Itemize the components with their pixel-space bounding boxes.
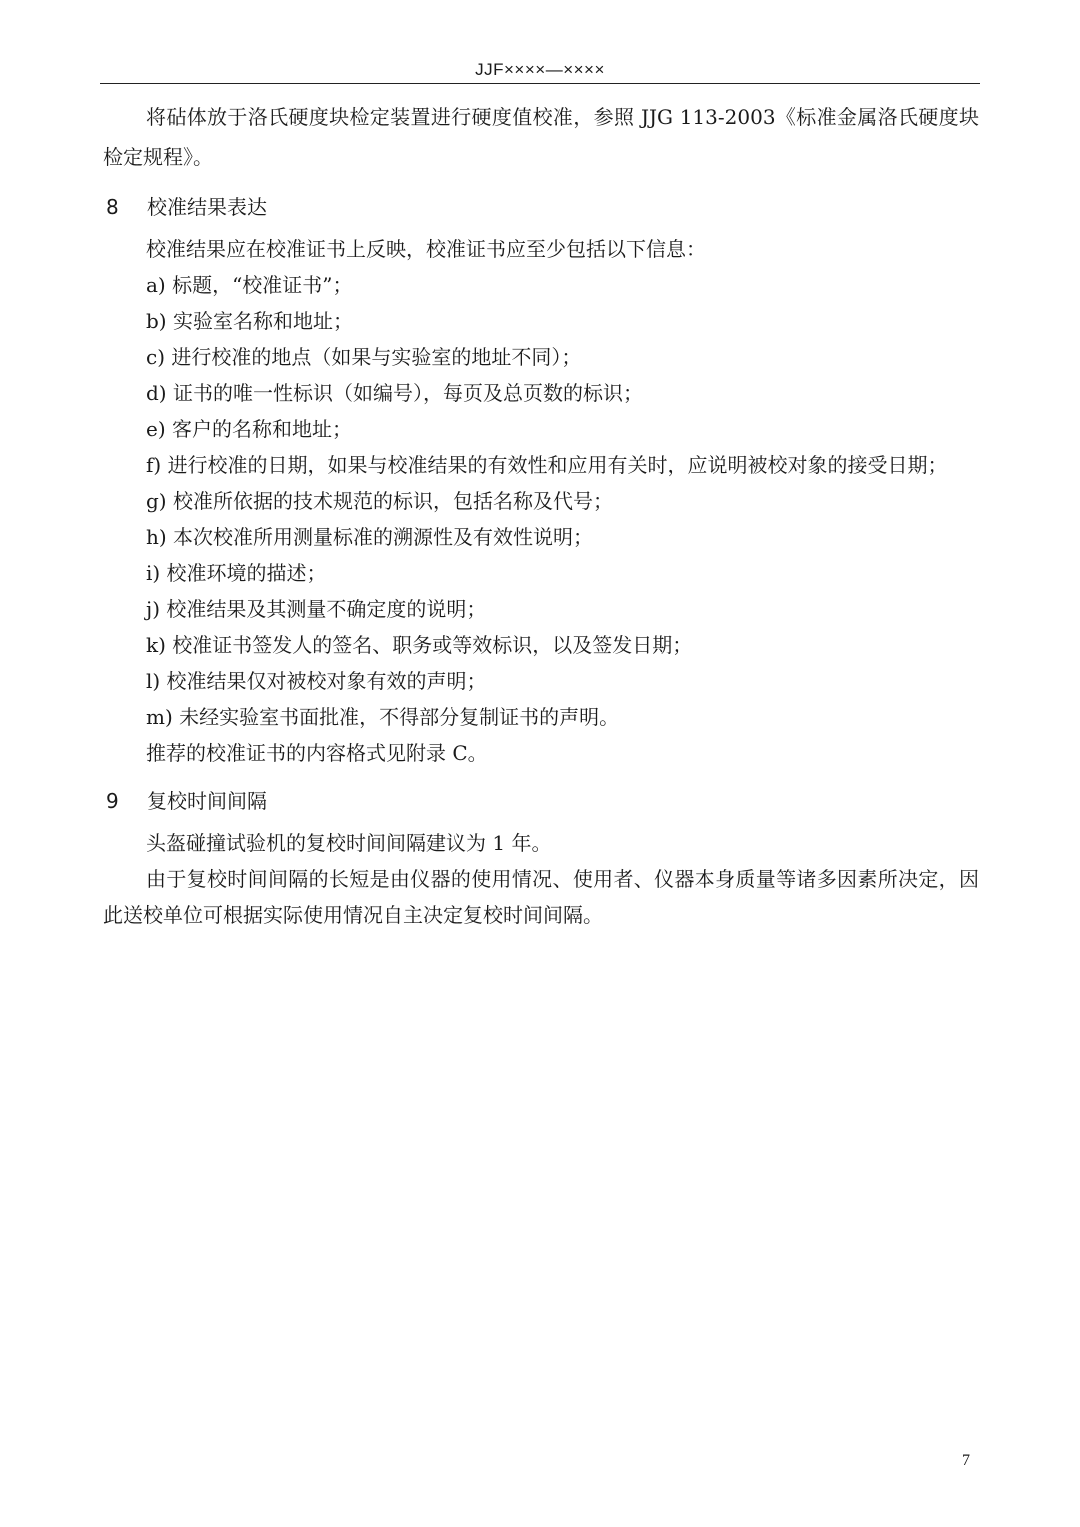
list-item: e) 客户的名称和地址； [146,417,352,441]
section-8-closing: 推荐的校准证书的内容格式见附录 C。 [146,741,488,765]
list-item: l) 校准结果仅对被校对象有效的声明； [146,669,487,693]
page-header [100,56,980,84]
list-item: h) 本次校准所用测量标准的溯源性及有效性说明； [146,525,594,549]
certificate-items-list [103,267,979,735]
section-9-number: 9 [106,789,119,813]
list-item: b) 实验室名称和地址； [146,309,353,333]
page-content [103,97,979,933]
page-number: 7 [962,1452,970,1469]
list-item: k) 校准证书签发人的签名、职务或等效标识，以及签发日期； [146,633,693,657]
section-8-title: 校准结果表达 [147,195,267,219]
section-8-lead: 校准结果应在校准证书上反映，校准证书应至少包括以下信息： [146,237,706,261]
list-item: j) 校准结果及其测量不确定度的说明； [146,597,487,621]
intro-paragraph: 将砧体放于洛氏硬度块检定装置进行硬度值校准，参照 JJG 113-2003《标准金属洛氏硬度块检定规程》。 [103,105,979,169]
list-item: c) 进行校准的地点（如果与实验室的地址不同）； [146,345,582,369]
list-item: f) 进行校准的日期，如果与校准结果的有效性和应用有关时，应说明被校对象的接受日期； [146,453,948,477]
section-9-paragraph-1: 头盔碰撞试验机的复校时间间隔建议为 1 年。 [146,831,552,855]
section-9-heading [103,783,979,819]
section-9-paragraph-2: 由于复校时间间隔的长短是由仪器的使用情况、使用者、仪器本身质量等诸多因素所决定，因此送校单位可根据实际使用情况自主决定复校时间间隔。 [103,867,979,927]
list-item: i) 校准环境的描述； [146,561,327,585]
list-item: m) 未经实验室书面批准，不得部分复制证书的声明。 [146,705,620,729]
list-item: d) 证书的唯一性标识（如编号），每页及总页数的标识； [146,381,643,405]
list-item: a) 标题，“校准证书”； [146,273,353,297]
section-9-title: 复校时间间隔 [147,789,267,813]
section-8-number: 8 [106,195,119,219]
list-item: g) 校准所依据的技术规范的标识，包括名称及代号； [146,489,613,513]
section-8-heading [103,189,979,225]
document-code: JJF××××—×××× [475,60,605,79]
